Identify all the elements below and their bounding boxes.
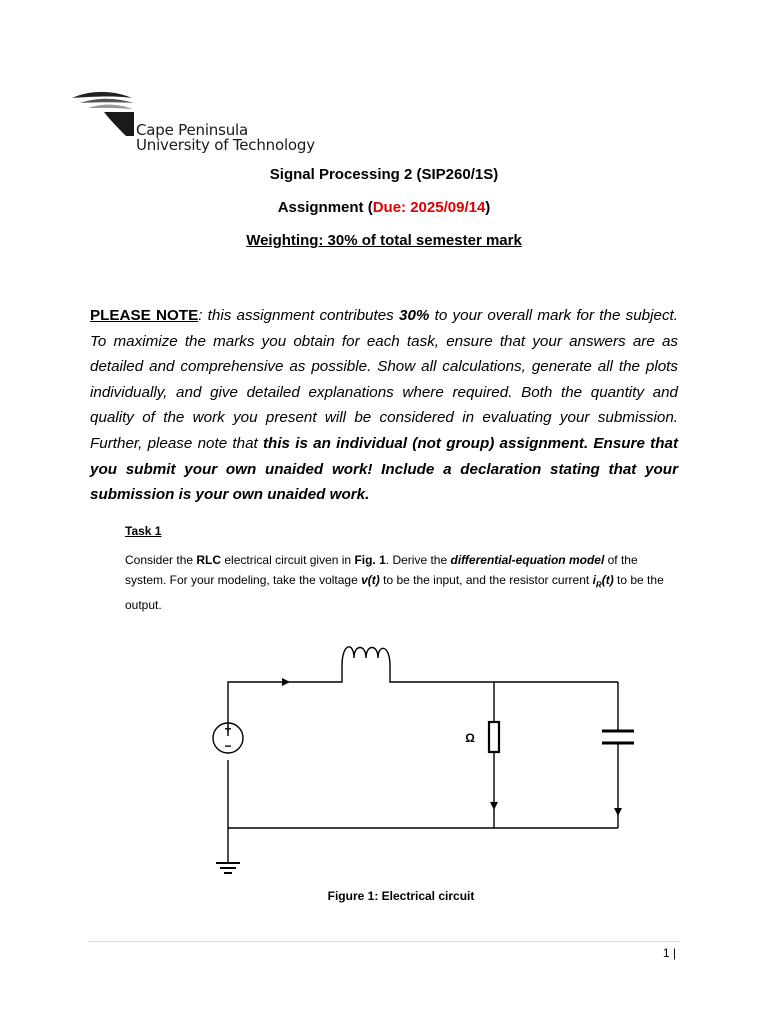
wire-top-right <box>390 666 618 682</box>
task-text-part: to be the input, and the resistor current <box>379 573 593 587</box>
please-note-paragraph <box>90 303 678 508</box>
task-1-text <box>125 550 678 615</box>
current-arrow-capacitor <box>614 808 622 816</box>
task-1-title: Task 1 <box>125 524 162 538</box>
assignment-line <box>0 199 768 216</box>
footer-divider <box>88 941 680 942</box>
figure-caption: Figure 1: Electrical circuit <box>327 889 475 903</box>
task-text-part: to be the output. <box>125 573 664 613</box>
source-plus: + <box>224 722 232 736</box>
task-text-part: electrical circuit given in <box>221 553 355 567</box>
course-title: Signal Processing 2 (SIP260/1S) <box>269 166 499 183</box>
fig-ref: Fig. 1 <box>354 553 386 567</box>
current-subscript: R <box>595 580 602 590</box>
rlc-term: RLC <box>196 553 222 567</box>
assignment-label: Assignment ( <box>277 199 373 216</box>
wire-top-left <box>228 666 342 736</box>
model-term: differential-equation model <box>450 553 605 567</box>
due-date: Due: 2025/09/14 <box>372 199 486 216</box>
note-bold-text: this is an individual (not group) assignment. Ensure that you submit your own unaided work! Include a declaration stating that your submission is your own unaided work. <box>90 434 678 504</box>
institution-line1: Cape Peninsula <box>136 121 248 139</box>
note-text-2: to your overall mark for the subject. To maximize the marks you obtain for each task, ensure that your answers are as detailed and comprehensive as possible. Show all calculations, generate all the plots individually, and give detailed explanations where required. Both the quantity and quality of the work you present will be considered in evaluating your submission. Further, please note that <box>90 307 678 452</box>
rlc-circuit-diagram <box>200 640 650 880</box>
capacitor <box>602 731 634 743</box>
input-voltage-term: v(t) <box>361 573 380 587</box>
resistor-label: Ω <box>465 731 475 745</box>
page-number: 1 | <box>662 946 676 960</box>
current-arg: (t) <box>601 573 614 587</box>
task-text-part: . Derive the <box>385 553 451 567</box>
output-current-term <box>592 573 614 590</box>
inductor <box>342 647 390 666</box>
resistor <box>489 722 499 752</box>
weighting-line: Weighting: 30% of total semester mark <box>246 232 522 249</box>
source-minus: − <box>224 739 232 753</box>
note-text-1: : this assignment contributes <box>198 307 399 324</box>
current-arrow-top <box>282 678 290 686</box>
current-symbol: i <box>592 573 596 587</box>
note-percent: 30% <box>399 307 430 324</box>
wire-bottom <box>228 760 618 828</box>
note-heading: PLEASE NOTE <box>90 307 199 324</box>
ground-icon <box>216 863 240 873</box>
task-text-part: Consider the <box>125 553 197 567</box>
assignment-close: ) <box>485 199 491 216</box>
task-text-part: of the system. For your modeling, take the voltage <box>125 553 638 587</box>
institution-name <box>136 123 315 153</box>
institution-line2: University of Technology <box>136 136 315 154</box>
current-arrow-resistor <box>490 802 498 810</box>
